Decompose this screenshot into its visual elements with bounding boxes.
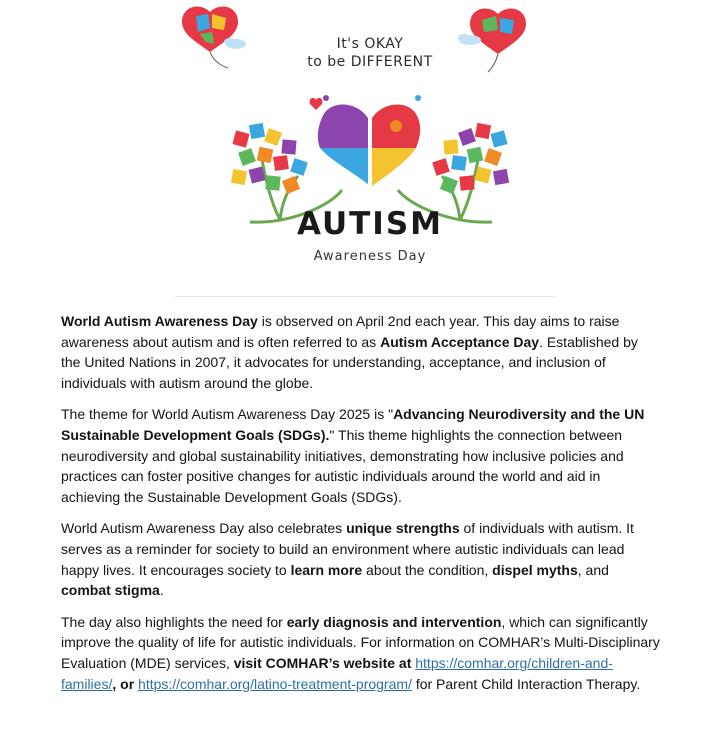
bold-text: Autism Acceptance Day bbox=[380, 333, 540, 350]
tagline-line-2: to be DIFFERENT bbox=[307, 54, 433, 70]
paragraph-intro bbox=[61, 311, 661, 393]
puzzle-heart-icon bbox=[310, 95, 421, 188]
latino-treatment-link[interactable]: https://comhar.org/latino-treatment-program/ bbox=[138, 675, 412, 692]
text-span: is observed on April 2nd each year. This day aims to raise awareness about autism and is often referred to as bbox=[61, 313, 620, 350]
text-span: about the condition, bbox=[362, 561, 493, 578]
text-span: " This theme highlights the connection between neurodiversity and global sustainability initiatives, demonstrating how inclusive policies and practices can foster positive changes for autistic individuals around the world and aid in achieving the Sustainable Development Goals (SDGs). bbox=[61, 426, 624, 505]
text-span: , and bbox=[577, 561, 609, 578]
bold-text: learn more bbox=[290, 561, 363, 578]
tagline-line-1: It's OKAY bbox=[336, 36, 404, 52]
bold-text: visit COMHAR’s website at bbox=[233, 654, 412, 671]
bold-text: unique strengths bbox=[346, 520, 460, 537]
text-span: The day also highlights the need for bbox=[61, 613, 287, 630]
text-span: The theme for World Autism Awareness Day 2025 is " bbox=[61, 406, 394, 423]
poster-title: AUTISM bbox=[296, 206, 444, 242]
bold-text: early diagnosis and intervention bbox=[286, 613, 502, 630]
article-body bbox=[61, 311, 661, 705]
paragraph-theme bbox=[61, 404, 661, 507]
bold-text: Advancing Neurodiversity and the UN Sustainable Development Goals (SDGs). bbox=[61, 406, 645, 443]
children-families-link[interactable]: https://comhar.org/children-and-families/ bbox=[61, 654, 613, 692]
bold-text: , or bbox=[112, 675, 139, 692]
paragraph-diagnosis bbox=[61, 612, 661, 694]
bold-text: World Autism Awareness Day bbox=[61, 313, 258, 329]
poster-subtitle: Awareness Day bbox=[313, 249, 427, 264]
text-span: , which can significantly improve the quality of life for autistic individuals. For information on COMHAR’s Multi-Disciplinary Evaluation (MDE) services, bbox=[61, 613, 660, 671]
bold-text: dispel myths bbox=[492, 561, 578, 578]
text-span: World Autism Awareness Day also celebrates bbox=[61, 520, 347, 537]
text-span: . bbox=[159, 582, 164, 599]
section-divider bbox=[175, 296, 555, 297]
paragraph-strengths bbox=[61, 518, 661, 600]
text-span: . Established by the United Nations in 2007, it advocates for understanding, acceptance, and inclusion of individuals with autism around the globe. bbox=[61, 333, 638, 391]
text-span: of individuals with autism. It serves as a reminder for society to build an environment where autistic individuals can lead happy lives. It encourages society to bbox=[61, 520, 634, 578]
text-span: for Parent Child Interaction Therapy. bbox=[411, 675, 641, 692]
awareness-poster bbox=[170, 0, 570, 290]
bold-text: combat stigma bbox=[61, 582, 160, 599]
